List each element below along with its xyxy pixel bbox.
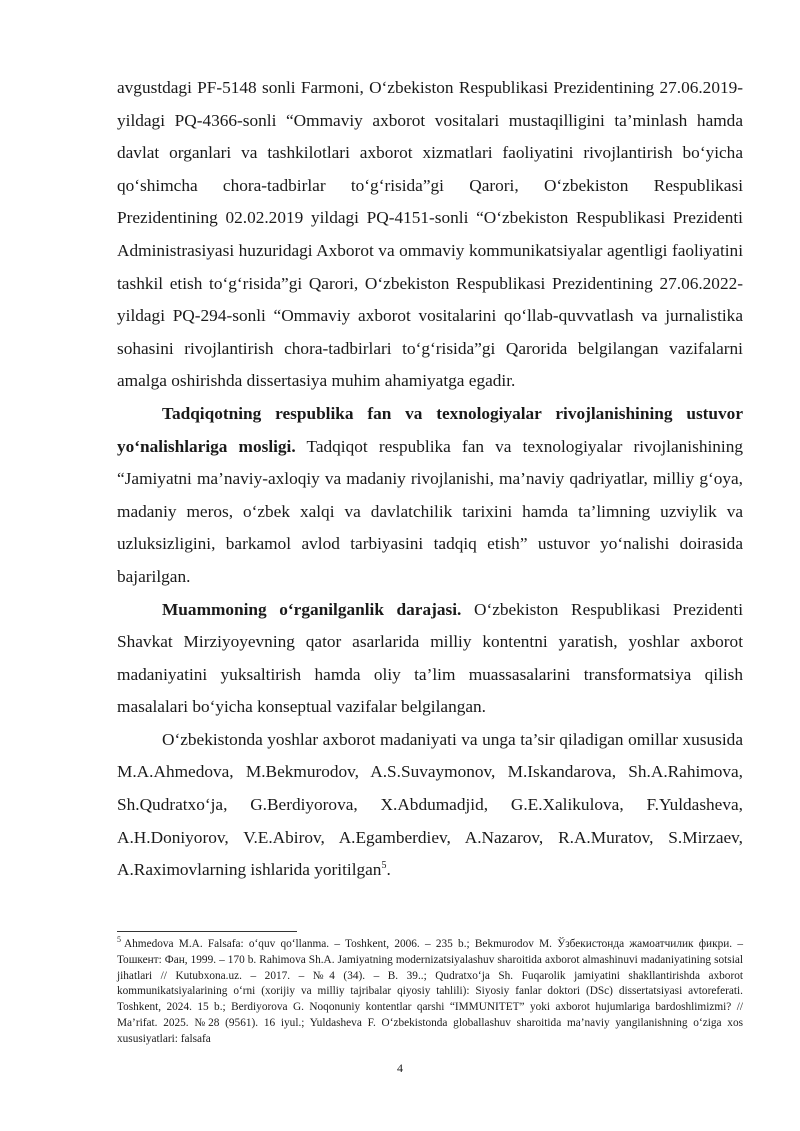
paragraph-3 [117, 594, 743, 724]
paragraph-3-heading: Muammoning o‘rganilganlik darajasi. [162, 599, 462, 619]
page-number: 4 [397, 1061, 403, 1075]
footnote-reference[interactable]: 5 [381, 860, 387, 872]
paragraph-1: avgustdagi PF-5148 sonli Farmoni, O‘zbekiston Respublikasi Prezidentining 27.06.2019-yildagi PQ-4366-sonli “Ommaviy axborot vositalari mustaqilligini ta’minlash hamda davlat organlari va tashkilotlari axborot xizmatlari faoliyatini rivojlantirish bo‘yicha qo‘shimcha chora-tadbirlar to‘g‘risida”gi Qarori, O‘zbekiston Respublikasi Prezidentining 02.02.2019 yildagi PQ-4151-sonli “O‘zbekiston Respublikasi Prezidenti Administrasiyasi huzuridagi Axborot va ommaviy kommunikatsiyalar agentligi faoliyatini tashkil etish to‘g‘risida”gi Qarori, O‘zbekiston Respublikasi Prezidentining 27.06.2022-yildagi PQ-294-sonli “Ommaviy axborot vositalarini qo‘llab-quvvatlash va jurnalistika sohasini rivojlantirish chora-tadbirlari to‘g‘risida”gi Qarorida belgilangan vazifalarni amalga oshirishda dissertasiya muhim ahamiyatga egadir. [117, 78, 743, 391]
body-text [117, 72, 743, 887]
paragraph-2-text: Tadqiqot respublika fan va texnologiyalar rivojlanishining “Jamiyatni ma’naviy-axloqiy va madaniy rivojlanishi, ma’naviy qadriyatlar, milliy g‘oya, madaniy meros, o‘zbek xalqi va davlatchilik tarixini hamda ta’limning uzviylik va uzluksizligini, barkamol avlod tarbiyasini tadqiq etish” ustuvor yo‘nalishi doirasida bajarilgan. [117, 436, 743, 586]
paragraph-4 [117, 724, 743, 887]
footnote-5 [117, 937, 743, 1048]
footnotes [117, 937, 743, 1048]
paragraph-2 [117, 398, 743, 594]
paragraph-3-text: O‘zbekiston Respublikasi Prezidenti Shavkat Mirziyoyevning qator asarlarida milliy kontentni yaratish, yoshlar axborot madaniyatini yuksaltirish hamda oliy ta’lim muassasalarini transformatsiya qilish masalalari bo‘yicha konseptual vazifalar belgilangan. [117, 599, 743, 717]
footnote-separator [117, 931, 297, 932]
footnote-marker: 5 [117, 935, 121, 945]
paragraph-4-text: O‘zbekistonda yoshlar axborot madaniyati va unga ta’sir qiladigan omillar xususida M.A.Ahmedova, M.Bekmurodov, A.S.Suvaymonov, M.Iskandarova, Sh.A.Rahimova, Sh.Qudratxo‘ja, G.Berdiyorova, X.Abdumadjid, G.E.Xalikulova, F.Yuldasheva, A.H.Doniyorov, V.E.Abirov, A.Egamberdiev, A.Nazarov, R.A.Muratov, S.Mirzaev, A.Raximovlarning ishlarida yoritilgan [117, 729, 743, 880]
paragraph-2-heading: Tadqiqotning respublika fan va texnologiyalar rivojlanishining ustuvor yo‘nalishlariga mosligi. [117, 403, 743, 456]
paragraph-4-end: . [386, 860, 391, 880]
footnote-text: Ahmedova M.A. Falsafa: o‘quv qo‘llanma. – Toshkent, 2006. – 235 b.; Bekmurodov M. Ўзбекистонда жамоатчилик фикри. – Тошкент: Фан, 1999. – 170 b. Rahimova Sh.A. Jamiyatning modernizatsiyalashuv sharoitida axborot almashinuvi madaniyatining sotsial jihatlari // Kutubxona.uz. – 2017. – №4 (34). – B. 39..; Qudratxo‘ja Sh. Fuqarolik jamiyatini shakllantirishda axborot kommunikatsiyalarining o‘rni (xorijiy va milliy tajribalar qiyosiy tahlili): Siyosiy fanlar doktori (DSc) dissertatsiyasi avtoreferati. Toshkent, 2024. 15 b.; Berdiyorova G. Noqonuniy kontentlar qarshi “IMMUNITET” yoki axborot hujumlariga bardoshlimizmi? // Ma’rifat. 2025. №28 (9561). 16 iyul.; Yuldasheva F. O‘zbekistonda globallashuv sharoitida ma’naviy yangilanishning o‘ziga xos xususiyatlari: falsafa [117, 938, 743, 1045]
